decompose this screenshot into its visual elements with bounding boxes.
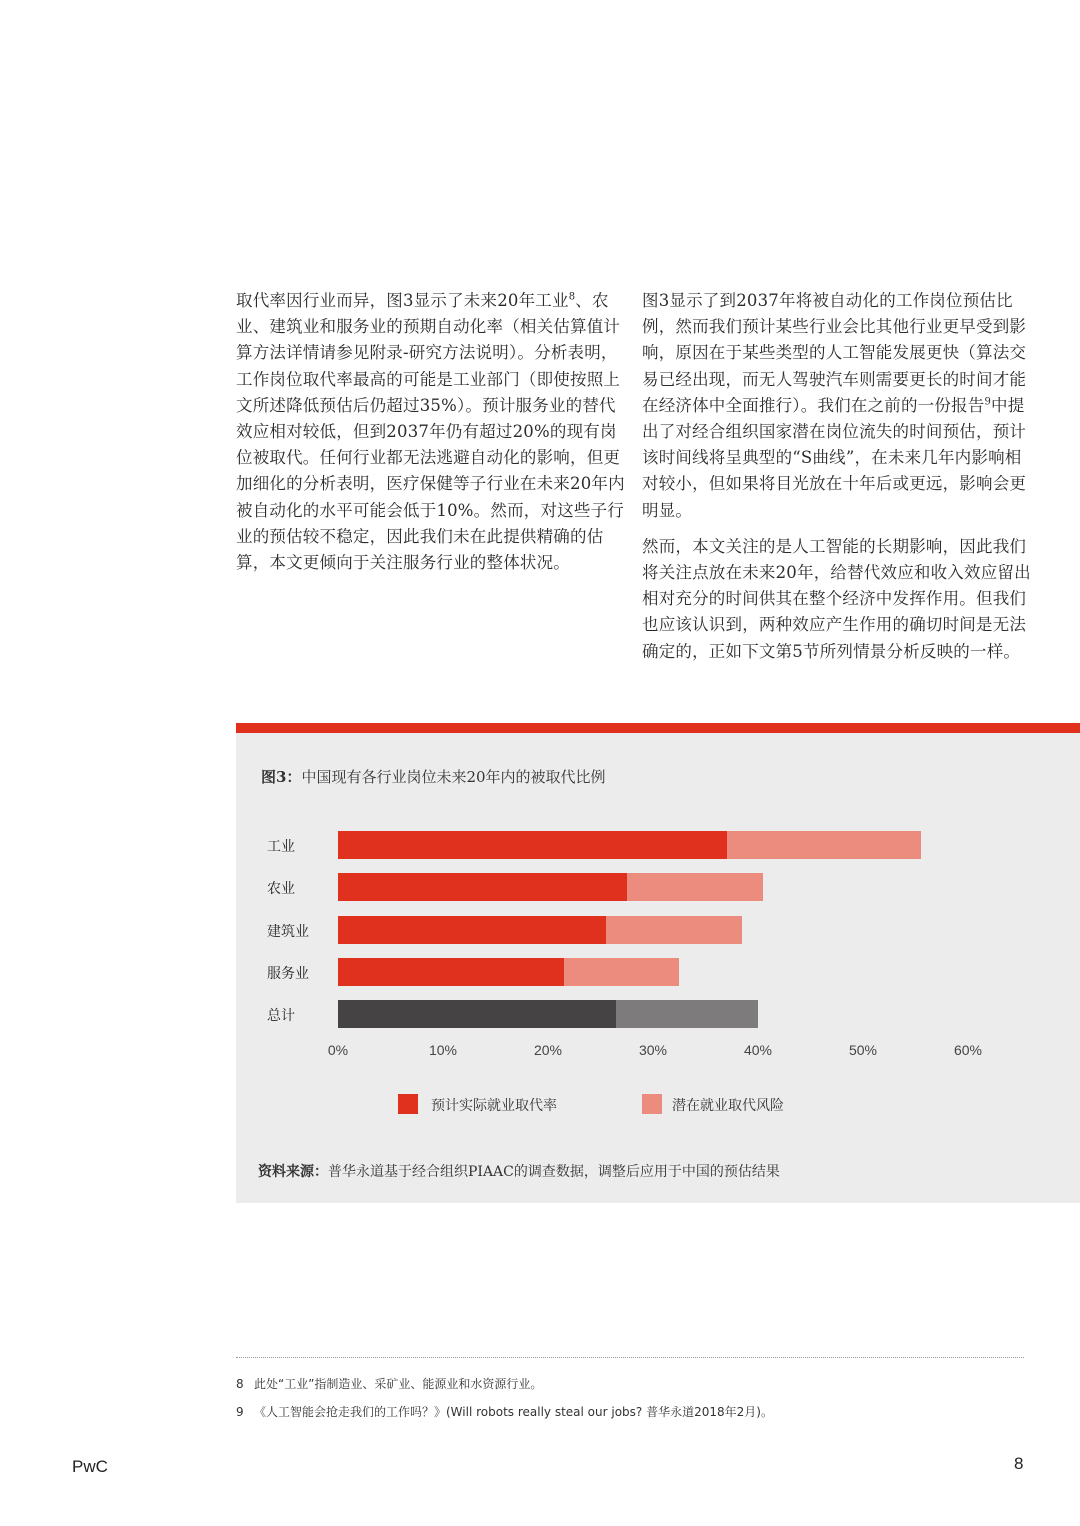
category-label: 工业 — [267, 839, 295, 855]
body-paragraph: 然而，本文关注的是人工智能的长期影响，因此我们将关注点放在未来20年，给替代效应和收入效应留出相对充分的时间供其在整个经济中发挥作用。但我们也应该认识到，两种效应产生作用的确切时间是无法确定的，正如下文第5节所列情景分析反映的一样。 — [642, 536, 1031, 661]
category-label: 服务业 — [267, 965, 309, 982]
legend-swatch-actual — [398, 1094, 418, 1114]
footnote-8: 8 此处“工业”指制造业、采矿业、能源业和水资源行业。 — [236, 1377, 543, 1391]
x-tick-label: 0% — [327, 1042, 349, 1058]
bar-actual-rate — [338, 831, 727, 859]
figure-title: 图3：中国现有各行业岗位未来20年内的被取代比例 — [261, 768, 606, 786]
legend-label-actual: 预计实际就业取代率 — [431, 1098, 557, 1114]
bar-potential-risk — [627, 873, 764, 901]
footnote-ref-8[interactable]: 8 — [568, 291, 576, 303]
footnote-divider — [236, 1357, 1024, 1358]
category-label: 建筑业 — [267, 923, 309, 940]
x-tick-label: 30% — [638, 1042, 668, 1058]
category-label: 农业 — [267, 881, 295, 898]
body-paragraph: 取代率因行业而异，图3显示了未来20年工业$^8$、农业、建筑业和服务业的预期自动化率（相关估算值计算方法详情请参见附录-研究方法说明）。分析表明，工作岗位取代率最高的可能是工业部门（即使按照上文所述降低预估后仍超过35%）。预计服务业的替代效应相对较低，但到2037年仍有超过20%的现有岗位被取代。任何行业都无法逃避自动化的影响，但更加细化的分析表明，医疗保健等子行业在未来20年内被自动化的水平可能会低于10%。然而，对这些子行业的预估较不稳定，因此我们未在此提供精确的估算，本文更倾向于关注服务行业的整体状况。 — [236, 291, 625, 573]
figure-source: 资料来源：普华永道基于经合组织PIAAC的调查数据，调整后应用于中国的预估结果 — [258, 1164, 780, 1180]
x-tick-label: 60% — [953, 1042, 983, 1058]
category-label: 总计 — [267, 1008, 295, 1025]
page-number: 8 — [1014, 1454, 1024, 1473]
bar-actual-rate — [338, 958, 564, 986]
bar-actual-rate — [338, 1000, 616, 1028]
bar-actual-rate — [338, 873, 627, 901]
legend-swatch-potential — [642, 1094, 662, 1114]
x-tick-label: 10% — [428, 1042, 458, 1058]
body-paragraph: 图3显示了到2037年将被自动化的工作岗位预估比例，然而我们预计某些行业会比其他行业更早受到影响，原因在于某些类型的人工智能发展更快（算法交易已经出现，而无人驾驶汽车则需要更长的时间才能在经济体中全面推行）。我们在之前的一份报告$^9$中提出了对经合组织国家潜在岗位流失的时间预估，预计该时间线将呈典型的“S曲线”，在未来几年内影响相对较小，但如果将目光放在十年后或更远，影响会更明显。 — [642, 291, 1027, 520]
bar-potential-risk — [564, 958, 680, 986]
bar-potential-risk — [616, 1000, 758, 1028]
figure-accent-bar — [236, 723, 1080, 733]
bar-potential-risk — [606, 916, 743, 944]
bar-actual-rate — [338, 916, 606, 944]
footnote-ref-9[interactable]: 9 — [984, 396, 992, 408]
body-left-column — [236, 288, 628, 586]
body-right-column — [642, 288, 1034, 675]
footnote-9: 9 《人工智能会抢走我们的工作吗？》(Will robots really steal our jobs? 普华永道2018年2月)。 — [236, 1405, 773, 1419]
x-tick-label: 40% — [743, 1042, 773, 1058]
brand-logo-text: PwC — [72, 1457, 108, 1476]
legend-label-potential: 潜在就业取代风险 — [672, 1098, 784, 1114]
x-tick-label: 20% — [533, 1042, 563, 1058]
x-tick-label: 50% — [848, 1042, 878, 1058]
figure-3 — [236, 723, 1080, 1203]
bar-potential-risk — [727, 831, 921, 859]
